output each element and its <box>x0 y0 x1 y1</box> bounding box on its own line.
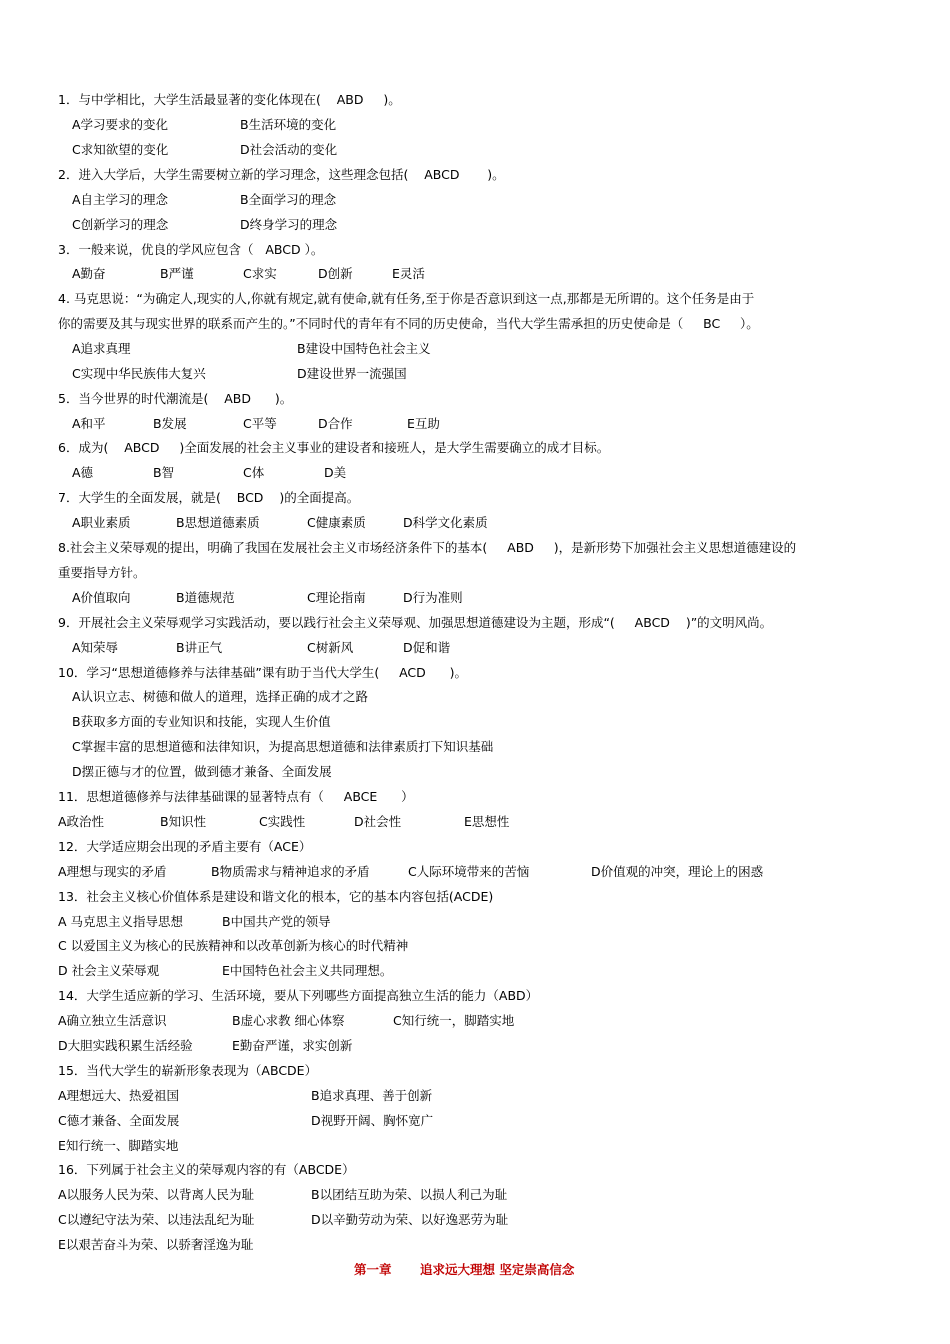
option-item: C人际环境带来的苦恼 <box>408 864 530 879</box>
option-item: A政治性 <box>58 814 105 829</box>
option-line: C 以爱国主义为核心的民族精神和以改革创新为核心的时代精神 <box>58 938 409 953</box>
option-item: D科学文化素质 <box>403 515 488 530</box>
chapter-heading <box>354 1262 575 1326</box>
question-line: 10．学习“思想道德修养与法律基础”课有助于当代大学生( ACD )。 <box>58 665 468 680</box>
option-line: D摆正德与才的位置，做到德才兼备、全面发展 <box>72 764 332 779</box>
option-item: A勤奋 <box>72 266 106 281</box>
option-item: A职业素质 <box>72 515 131 530</box>
option-item: B思想道德素质 <box>176 515 260 530</box>
option-item: C健康素质 <box>307 515 366 530</box>
option-item: C以遵纪守法为荣、以违法乱纪为耻 <box>58 1212 255 1227</box>
option-item: C求知欲望的变化 <box>72 142 169 157</box>
question-line: 4. 马克思说：“为确定人,现实的人,你就有规定,就有使命,就有任务,至于你是否意识到这一点,那都是无所谓的。这个任务是由于 <box>58 291 755 306</box>
option-item: D大胆实践积累生活经验 <box>58 1038 193 1053</box>
option-item: E互助 <box>407 416 440 431</box>
option-item: A确立独立生活意识 <box>58 1013 167 1028</box>
option-line: E以艰苦奋斗为荣、以骄奢淫逸为耻 <box>58 1237 254 1252</box>
option-item: A理想远大、热爱祖国 <box>58 1088 180 1103</box>
question-line: 你的需要及其与现实世界的联系而产生的。”不同时代的青年有不同的历史使命，当代大学生需承担的历史使命是（ BC ）。 <box>58 316 759 331</box>
option-item: E灵活 <box>392 266 425 281</box>
option-item: A理想与现实的矛盾 <box>58 864 167 879</box>
option-item: B建设中国特色社会主义 <box>297 341 431 356</box>
option-item: B生活环境的变化 <box>240 117 337 132</box>
option-line: E知行统一、脚踏实地 <box>58 1138 179 1153</box>
option-item: C平等 <box>243 416 277 431</box>
option-item: A德 <box>72 465 94 480</box>
option-item: A学习要求的变化 <box>72 117 169 132</box>
option-item: C创新学习的理念 <box>72 217 169 232</box>
option-item: B追求真理、善于创新 <box>311 1088 433 1103</box>
option-item: B严谨 <box>160 266 194 281</box>
option-item: D美 <box>324 465 347 480</box>
question-line: 12．大学适应期会出现的矛盾主要有（ACE） <box>58 839 312 854</box>
option-item: A以服务人民为荣、以背离人民为耻 <box>58 1187 255 1202</box>
option-item: A和平 <box>72 416 106 431</box>
option-item: A 马克思主义指导思想 <box>58 914 184 929</box>
question-line: 重要指导方针。 <box>58 565 146 580</box>
option-item: C实现中华民族伟大复兴 <box>72 366 206 381</box>
option-item: D视野开阔、胸怀宽广 <box>311 1113 434 1128</box>
question-line: 8.社会主义荣辱观的提出，明确了我国在发展社会主义市场经济条件下的基本( ABD )，是新形势下加强社会主义思想道德建设的 <box>58 540 797 555</box>
option-item: C德才兼备、全面发展 <box>58 1113 180 1128</box>
question-line: 15．当代大学生的崭新形象表现为（ABCDE） <box>58 1063 318 1078</box>
option-item: C实践性 <box>259 814 306 829</box>
option-item: D价值观的冲突，理论上的困惑 <box>591 864 764 879</box>
option-item: A知荣辱 <box>72 640 119 655</box>
question-line: 9．开展社会主义荣辱观学习实践活动，要以践行社会主义荣辱观、加强思想道德建设为主题，形成“( ABCD )”的文明风尚。 <box>58 615 773 630</box>
option-item: B智 <box>153 465 175 480</box>
question-line: 6．成为( ABCD )全面发展的社会主义事业的建设者和接班人，是大学生需要确立的成才目标。 <box>58 440 610 455</box>
question-line: 7．大学生的全面发展，就是( BCD )的全面提高。 <box>58 490 360 505</box>
option-item: B全面学习的理念 <box>240 192 337 207</box>
option-item: B道德规范 <box>176 590 235 605</box>
option-item: B发展 <box>153 416 187 431</box>
option-line: A认识立志、树德和做人的道理，选择正确的成才之路 <box>72 689 369 704</box>
option-item: B虚心求教 细心体察 <box>232 1013 345 1028</box>
option-line: B获取多方面的专业知识和技能，实现人生价值 <box>72 714 331 729</box>
option-item: D以辛勤劳动为荣、以好逸恶劳为耻 <box>311 1212 509 1227</box>
option-item: B知识性 <box>160 814 207 829</box>
question-line: 14．大学生适应新的学习、生活环境，要从下列哪些方面提高独立生活的能力（ABD） <box>58 988 539 1003</box>
option-item: D创新 <box>318 266 353 281</box>
question-line: 11．思想道德修养与法律基础课的显著特点有（ ABCE ） <box>58 789 414 804</box>
option-item: E思想性 <box>464 814 510 829</box>
option-item: D行为准则 <box>403 590 463 605</box>
option-item: A追求真理 <box>72 341 131 356</box>
option-item: D终身学习的理念 <box>240 217 338 232</box>
question-line: 16．下列属于社会主义的荣辱观内容的有（ABCDE） <box>58 1162 355 1177</box>
chapter-number: 第一章 <box>354 1262 392 1277</box>
option-item: A自主学习的理念 <box>72 192 169 207</box>
option-item: C求实 <box>243 266 277 281</box>
option-item: E勤奋严谨，求实创新 <box>232 1038 353 1053</box>
question-line: 13．社会主义核心价值体系是建设和谐文化的根本，它的基本内容包括(ACDE) <box>58 889 494 904</box>
question-line: 1．与中学相比，大学生活最显著的变化体现在( ABD )。 <box>58 92 401 107</box>
option-line: C掌握丰富的思想道德和法律知识，为提高思想道德和法律素质打下知识基础 <box>72 739 494 754</box>
question-line: 3．一般来说，优良的学风应包含（ ABCD ）。 <box>58 242 324 257</box>
option-item: B中国共产党的领导 <box>222 914 331 929</box>
chapter-title: 追求远大理想 坚定崇高信念 <box>420 1262 575 1277</box>
option-item: E中国特色社会主义共同理想。 <box>222 963 393 978</box>
option-item: B讲正气 <box>176 640 223 655</box>
option-item: C树新风 <box>307 640 354 655</box>
option-item: C理论指南 <box>307 590 366 605</box>
option-item: D 社会主义荣辱观 <box>58 963 160 978</box>
option-item: D合作 <box>318 416 353 431</box>
option-item: C知行统一，脚踏实地 <box>393 1013 515 1028</box>
option-item: D社会活动的变化 <box>240 142 338 157</box>
option-item: D促和谐 <box>403 640 451 655</box>
option-item: D建设世界一流强国 <box>297 366 407 381</box>
option-item: D社会性 <box>354 814 402 829</box>
question-line: 2．进入大学后，大学生需要树立新的学习理念，这些理念包括( ABCD )。 <box>58 167 505 182</box>
option-item: B物质需求与精神追求的矛盾 <box>211 864 370 879</box>
option-item: A价值取向 <box>72 590 131 605</box>
option-item: C体 <box>243 465 265 480</box>
option-item: B以团结互助为荣、以损人利己为耻 <box>311 1187 508 1202</box>
question-line: 5．当今世界的时代潮流是( ABD )。 <box>58 391 293 406</box>
